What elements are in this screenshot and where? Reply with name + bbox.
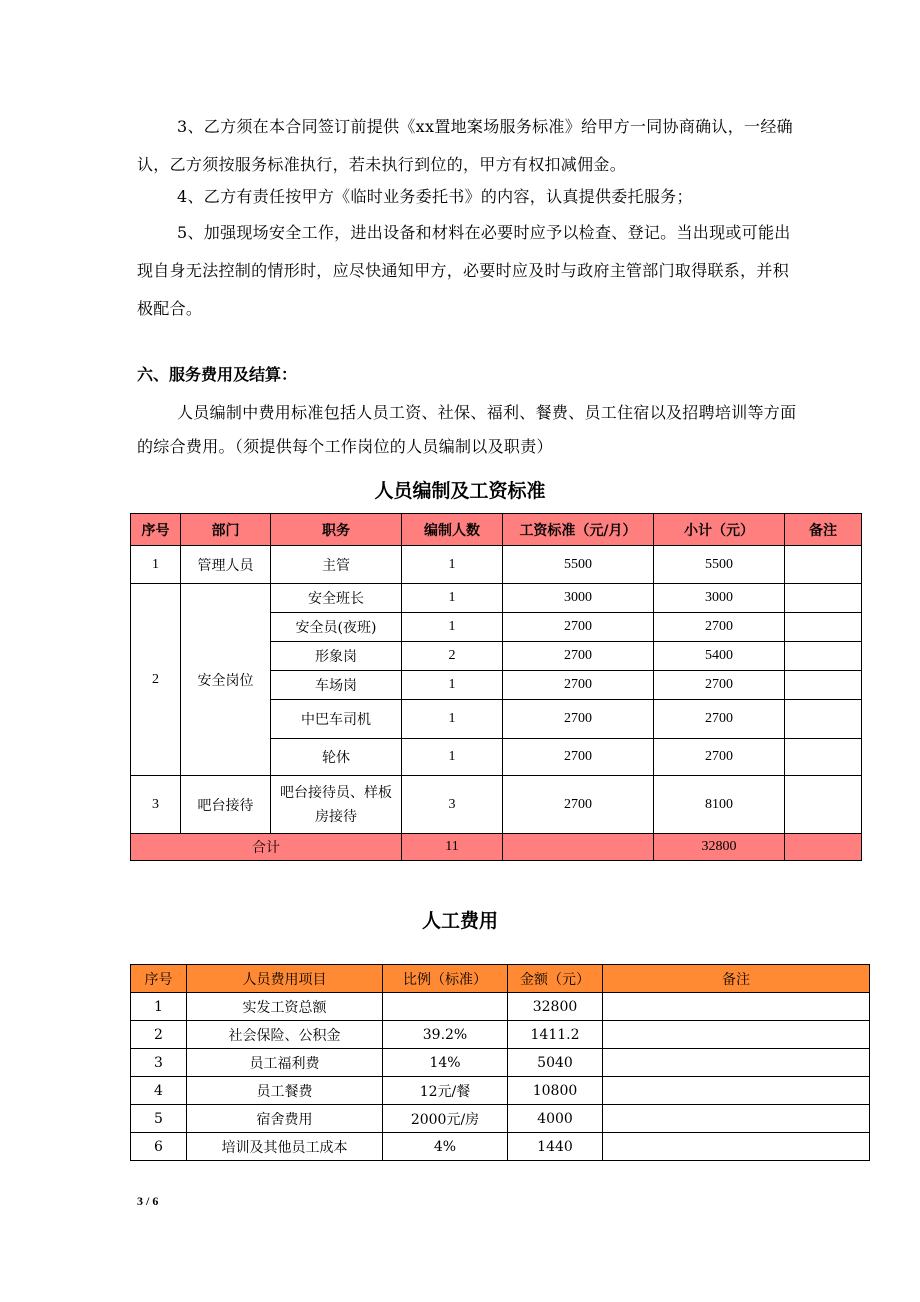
note	[785, 584, 862, 613]
role: 车场岗	[271, 671, 402, 700]
wage: 2700	[503, 776, 654, 834]
row-number: 3	[131, 1049, 187, 1077]
section-6-heading: 六、服务费用及结算：	[137, 365, 298, 384]
subtotal: 5400	[654, 642, 785, 671]
row-number: 1	[131, 993, 187, 1021]
note	[603, 1049, 870, 1077]
amount: 32800	[508, 993, 603, 1021]
header-cell: 工资标准（元/月）	[503, 514, 654, 546]
note	[603, 1133, 870, 1161]
note	[603, 993, 870, 1021]
row-number: 4	[131, 1077, 187, 1105]
total-label: 合计	[131, 834, 402, 861]
role: 吧台接待员、样板房接待	[271, 776, 402, 834]
ratio: 12元/餐	[383, 1077, 508, 1105]
department: 吧台接待	[181, 776, 271, 834]
page-number: 3 / 6	[137, 1194, 159, 1208]
headcount: 1	[402, 671, 503, 700]
table-row	[131, 1133, 870, 1161]
headcount: 2	[402, 642, 503, 671]
subtotal: 2700	[654, 671, 785, 700]
role: 中巴车司机	[271, 700, 402, 739]
header-cell: 备注	[603, 965, 870, 993]
total-wage	[503, 834, 654, 861]
department: 管理人员	[181, 546, 271, 584]
wage: 2700	[503, 642, 654, 671]
table-row	[131, 1049, 870, 1077]
ratio	[383, 993, 508, 1021]
staffing-header-row	[131, 514, 862, 546]
header-cell: 编制人数	[402, 514, 503, 546]
staffing-table-title: 人员编制及工资标准	[374, 480, 546, 502]
header-cell: 职务	[271, 514, 402, 546]
header-cell: 序号	[131, 965, 187, 993]
cost-item: 实发工资总额	[187, 993, 383, 1021]
row-number: 5	[131, 1105, 187, 1133]
labor-cost-table	[130, 964, 870, 1161]
wage: 2700	[503, 671, 654, 700]
header-cell: 比例（标准）	[383, 965, 508, 993]
amount: 5040	[508, 1049, 603, 1077]
amount: 1411.2	[508, 1021, 603, 1049]
table-row	[131, 1021, 870, 1049]
department: 安全岗位	[181, 584, 271, 776]
wage: 2700	[503, 700, 654, 739]
row-number: 2	[131, 584, 181, 776]
role: 主管	[271, 546, 402, 584]
wage: 3000	[503, 584, 654, 613]
cost-item: 员工餐费	[187, 1077, 383, 1105]
cost-item: 员工福利费	[187, 1049, 383, 1077]
subtotal: 8100	[654, 776, 785, 834]
headcount: 1	[402, 739, 503, 776]
table-row	[131, 546, 862, 584]
total-subtotal: 32800	[654, 834, 785, 861]
subtotal: 2700	[654, 739, 785, 776]
wage: 2700	[503, 613, 654, 642]
ratio: 14%	[383, 1049, 508, 1077]
subtotal: 2700	[654, 700, 785, 739]
total-row	[131, 834, 862, 861]
role: 安全员(夜班)	[271, 613, 402, 642]
note	[785, 700, 862, 739]
amount: 10800	[508, 1077, 603, 1105]
ratio: 2000元/房	[383, 1105, 508, 1133]
header-cell: 金额（元）	[508, 965, 603, 993]
header-cell: 序号	[131, 514, 181, 546]
table-row	[131, 1105, 870, 1133]
note	[785, 613, 862, 642]
note	[603, 1021, 870, 1049]
clause-3: 3、乙方须在本合同签订前提供《xx置地案场服务标准》给甲方一同协商确认，一经确认，乙方须按服务标准执行，若未执行到位的，甲方有权扣减佣金。	[137, 117, 793, 174]
note	[785, 671, 862, 700]
row-number: 1	[131, 546, 181, 584]
ratio: 39.2%	[383, 1021, 508, 1049]
ratio: 4%	[383, 1133, 508, 1161]
clause-4: 4、乙方有责任按甲方《临时业务委托书》的内容，认真提供委托服务；	[177, 187, 693, 206]
clause-5: 5、加强现场安全工作，进出设备和材料在必要时应予以检查、登记。当出现或可能出现自身无法控制的情形时，应尽快通知甲方，必要时应及时与政府主管部门取得联系，并积极配合。	[137, 223, 791, 318]
subtotal: 3000	[654, 584, 785, 613]
header-cell: 人员费用项目	[187, 965, 383, 993]
role: 轮休	[271, 739, 402, 776]
headcount: 3	[402, 776, 503, 834]
row-number: 6	[131, 1133, 187, 1161]
table-row	[131, 1077, 870, 1105]
row-number: 3	[131, 776, 181, 834]
wage: 2700	[503, 739, 654, 776]
labor-table-title: 人工费用	[421, 910, 498, 932]
role: 形象岗	[271, 642, 402, 671]
total-note	[785, 834, 862, 861]
note	[785, 776, 862, 834]
note	[603, 1077, 870, 1105]
note	[785, 642, 862, 671]
table-row	[131, 584, 862, 613]
role: 安全班长	[271, 584, 402, 613]
header-cell: 部门	[181, 514, 271, 546]
headcount: 1	[402, 700, 503, 739]
subtotal: 5500	[654, 546, 785, 584]
labor-header-row	[131, 965, 870, 993]
cost-item: 宿舍费用	[187, 1105, 383, 1133]
header-cell: 备注	[785, 514, 862, 546]
cost-item: 社会保险、公积金	[187, 1021, 383, 1049]
subtotal: 2700	[654, 613, 785, 642]
section-6-text: 人员编制中费用标准包括人员工资、社保、福利、餐费、员工住宿以及招聘培训等方面的综合费用。（须提供每个工作岗位的人员编制以及职责）	[137, 403, 797, 456]
headcount: 1	[402, 613, 503, 642]
cost-item: 培训及其他员工成本	[187, 1133, 383, 1161]
amount: 1440	[508, 1133, 603, 1161]
amount: 4000	[508, 1105, 603, 1133]
note	[785, 546, 862, 584]
headcount: 1	[402, 546, 503, 584]
headcount: 1	[402, 584, 503, 613]
note	[785, 739, 862, 776]
header-cell: 小计（元）	[654, 514, 785, 546]
table-row	[131, 993, 870, 1021]
row-number: 2	[131, 1021, 187, 1049]
note	[603, 1105, 870, 1133]
total-headcount: 11	[402, 834, 503, 861]
staffing-table	[130, 513, 862, 861]
table-row	[131, 776, 862, 834]
wage: 5500	[503, 546, 654, 584]
